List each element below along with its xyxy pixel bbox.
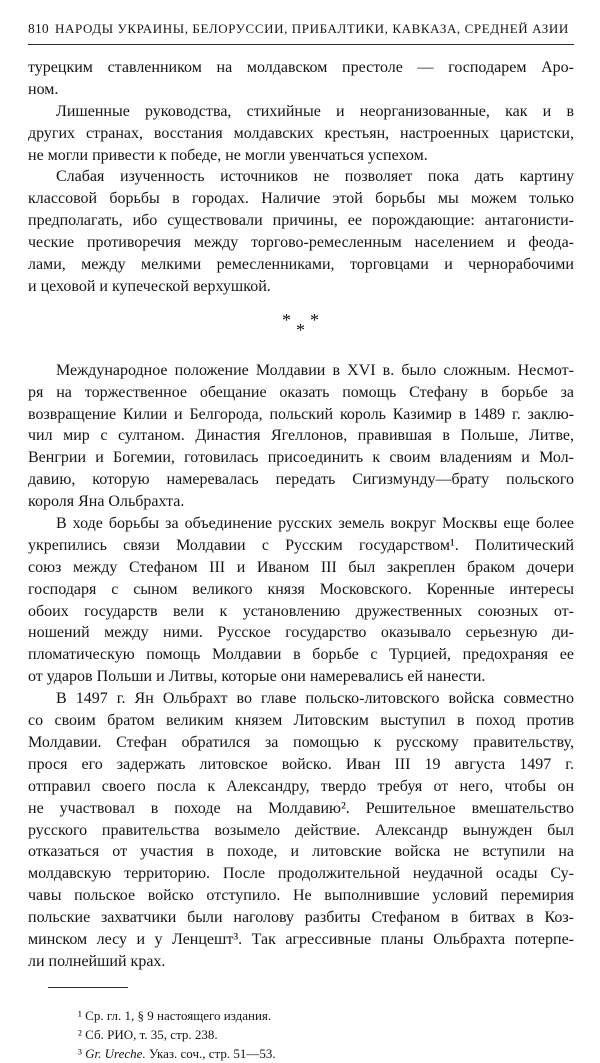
text-line: прося его задержать литовское войско. Иван III 19 августа 1497 г. — [28, 755, 574, 773]
text-line: В 1497 г. Ян Ольбрахт во главе польско-литовского войска совместно — [56, 690, 574, 708]
footnote-rule — [48, 987, 128, 988]
text-line: пломатическую помощь Молдавии в борьбе с Турцией, предохраняя ее — [28, 646, 574, 664]
text-line: ношений между ними. Русское государство оказывало серьезную ди- — [28, 624, 574, 642]
text-line: молдавскую территорию. После продолжительной неудачной осады Су- — [28, 865, 574, 883]
paragraph — [28, 688, 574, 973]
text-line: других странах, восстания молдавских крестьян, настроенных царистски, — [28, 124, 574, 142]
paragraph — [28, 57, 574, 101]
text-line: предполагать, ибо существовали причины, ее порождающие: антагонисти- — [28, 212, 574, 230]
text-line: давию, которую намеревалась передать Сигизмунду—брату польского — [28, 471, 574, 489]
text-line: господаря с сыном великого князя Московского. Коренные интересы — [28, 580, 574, 598]
text-line: Слабая изученность источников не позволяет пока дать картину — [56, 168, 574, 186]
text-line: не участвовал в походе на Молдавию². Решительное вмешательство — [28, 799, 574, 817]
text-line: минском лесу и у Ленцешт³. Так агрессивные планы Ольбрахта потерпе- — [28, 930, 574, 948]
text-line: и цеховой и купеческой верхушкой. — [28, 277, 271, 295]
footnote-3: ³ Gr. Ureche. Указ. соч., стр. 51—53. — [78, 1045, 276, 1061]
main-text — [28, 57, 574, 973]
text-line: Лишенные руководства, стихийные и неорганизованные, как и в — [56, 102, 574, 120]
page-number: 810 — [28, 21, 49, 36]
text-line: укрепились связи Молдавии с Русским государством¹. Политический — [28, 536, 574, 554]
text-line: ном. — [28, 80, 59, 98]
paragraph — [28, 360, 574, 513]
text-line: союз между Стефаном III и Иваном III был закреплен браком дочери — [28, 558, 574, 576]
footnote-1: ¹ Ср. гл. 1, § 9 настоящего издания. — [78, 1007, 272, 1023]
text-line: польские захватчики были наголову разбиты Стефаном в битвах в Коз- — [28, 909, 574, 927]
text-line: ли полнейший крах. — [28, 952, 166, 970]
text-line: отправил своего посла к Александру, твердо требуя от него, чтобы он — [28, 777, 574, 795]
text-line: Международное положение Молдавии в XVI в. было сложным. Несмот- — [56, 361, 574, 379]
separator-star-left: * — [282, 309, 291, 330]
paragraph — [28, 166, 574, 297]
text-line: отказаться от участия в походе, и литовские войска не вступили на — [28, 843, 574, 861]
text-line: ческие противоречия между торгово-ремесленным населением и феода- — [28, 234, 574, 252]
footnote-2: ² Сб. РИО, т. 35, стр. 238. — [78, 1026, 218, 1042]
text-line: В ходе борьбы за объединение русских земель вокруг Москвы еще более — [56, 515, 574, 533]
running-header — [28, 6, 574, 45]
book-page — [28, 6, 574, 1063]
paragraph — [28, 101, 574, 167]
text-line: классовой борьбы в городах. Наличие этой борьбы мы можем только — [28, 190, 574, 208]
text-line: обоих государств вели к установлению дружественных союзных от- — [28, 602, 574, 620]
text-line: не могли привести к победе, не могли увенчаться успехом. — [28, 146, 428, 164]
text-line: возвращение Килии и Белгорода, польский король Казимир в 1489 г. заклю- — [28, 405, 574, 423]
text-line: Молдавии. Стефан обратился за помощью к русскому правительству, — [28, 733, 574, 751]
text-block-before-separator — [28, 57, 574, 298]
section-separator — [28, 298, 574, 360]
text-line: от ударов Польши и Литвы, которые они намеревались ей нанести. — [28, 668, 486, 686]
text-line: чавы польское войско отступило. Не выполнившие условий перемирия — [28, 887, 574, 905]
text-line: ря на торжественное обещание оказать помощь Стефану в борьбе за — [28, 383, 574, 401]
paragraph — [28, 513, 574, 688]
running-title: НАРОДЫ УКРАИНЫ, БЕЛОРУССИИ, ПРИБАЛТИКИ, КАВКАЗА, СРЕДНЕЙ АЗИИ — [55, 21, 569, 36]
separator-star-right: * — [310, 309, 319, 330]
text-line: короля Яна Ольбрахта. — [28, 493, 185, 511]
text-line: Венгрии и Богемии, готовилась присоединить к своим владениям и Мол- — [28, 449, 574, 467]
text-line: чил мир с султаном. Династия Ягеллонов, правившая в Польше, Литве, — [28, 427, 574, 445]
footnotes — [28, 1006, 574, 1063]
separator-star-middle: * — [296, 319, 305, 340]
text-block-after-separator — [28, 360, 574, 973]
text-line: со своим братом великим князем Литовским выступил в поход против — [28, 712, 574, 730]
text-line: русского правительства возымело действие. Александр вынужден был — [28, 821, 574, 839]
text-line: турецким ставленником на молдавском престоле — господарем Аро- — [28, 59, 574, 76]
text-line: лами, между мелкими ремесленниками, торговцами и чернорабочими — [28, 256, 574, 274]
